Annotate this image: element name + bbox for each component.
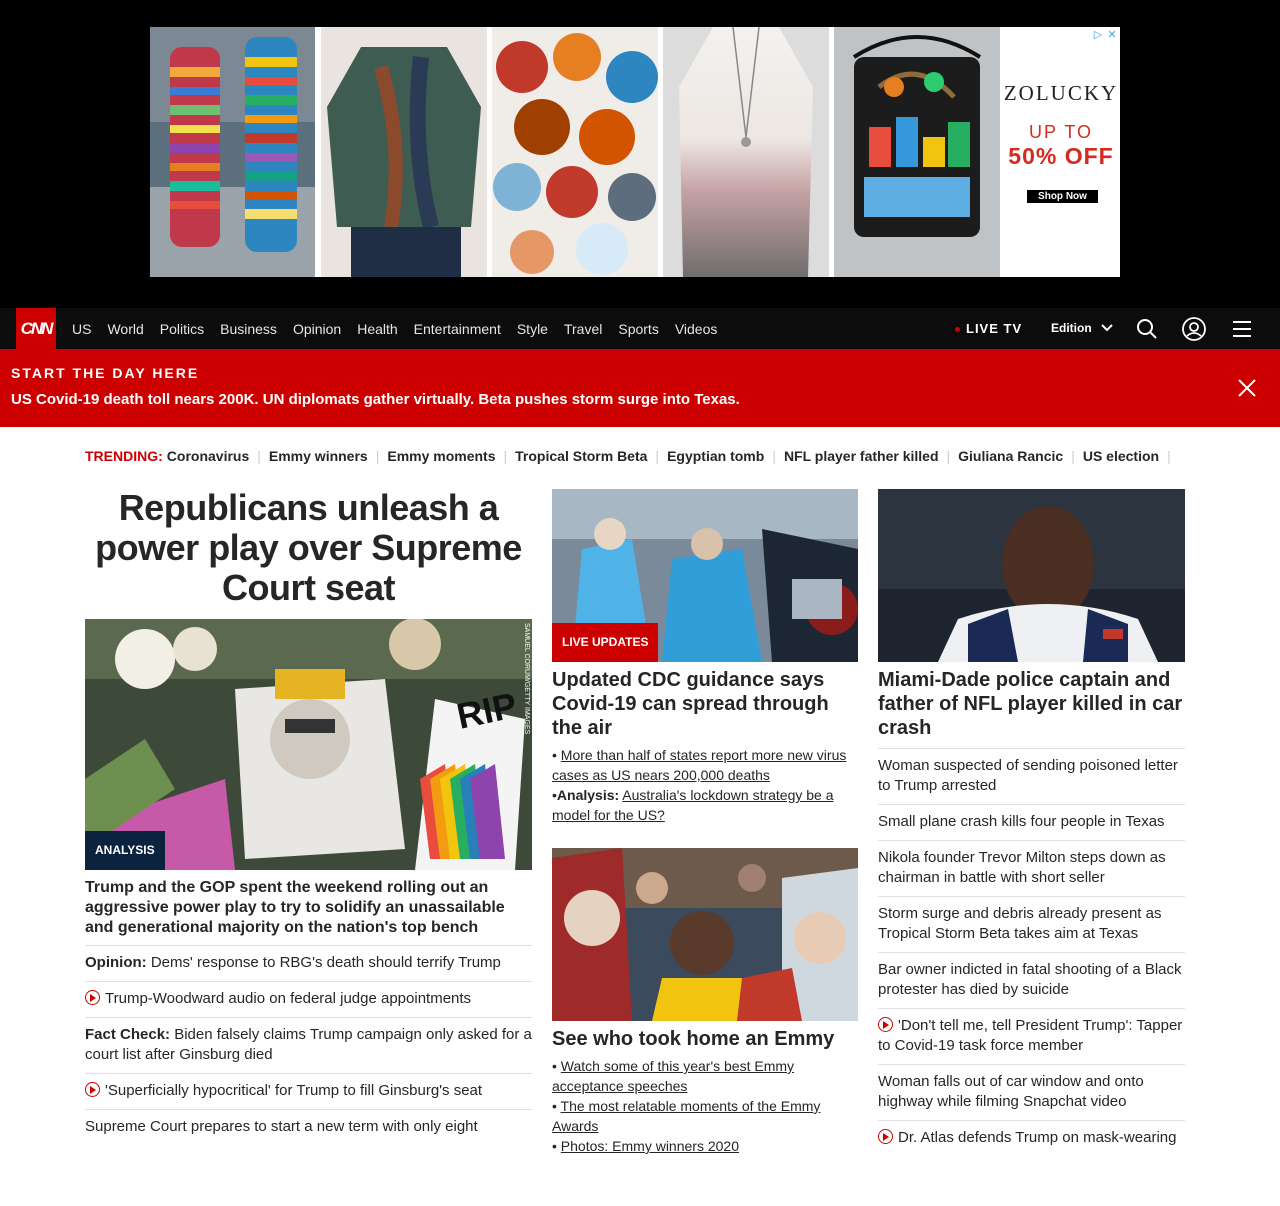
list-item[interactable] <box>878 896 1185 952</box>
banner-kicker: START THE DAY HERE <box>11 365 200 381</box>
nfl-headline[interactable]: Miami-Dade police captain and father of NFL player killed in car crash <box>878 669 1183 739</box>
trending-label: TRENDING: <box>85 448 163 464</box>
live-updates-badge: LIVE UPDATES <box>552 623 658 662</box>
trending-item[interactable]: Emmy moments <box>387 448 496 464</box>
menu-icon[interactable] <box>1230 317 1254 341</box>
image-credit: SAMUEL CORUM/GETTY IMAGES <box>523 623 530 735</box>
play-video-icon <box>878 1129 893 1144</box>
ad-close-icon[interactable]: ✕ <box>1107 29 1117 41</box>
list-item-text: Woman falls out of car window and onto highway while filming Snapchat video <box>878 1073 1144 1110</box>
list-item[interactable] <box>878 840 1185 896</box>
related-link[interactable]: The most relatable moments of the Emmy Awards <box>552 1098 821 1134</box>
list-item-text: 'Superficially hypocritical' for Trump to fill Ginsburg's seat <box>105 1082 483 1099</box>
divider: | <box>1167 448 1171 464</box>
bullet: • <box>552 747 557 763</box>
emmy-story-image[interactable] <box>552 848 858 1021</box>
list-item-text: Dems' response to RBG's death should terrify Trump <box>150 954 501 971</box>
list-item[interactable] <box>85 1109 532 1145</box>
ad-image-buttons[interactable] <box>492 27 658 277</box>
list-item-text: 'Don't tell me, tell President Trump': Tapper to Covid-19 task force member <box>878 1017 1183 1054</box>
nav-link-entertainment[interactable]: Entertainment <box>413 320 501 337</box>
lead-image[interactable] <box>85 619 532 870</box>
bullet: • <box>552 1058 557 1074</box>
bullet: • <box>552 787 557 803</box>
list-item[interactable] <box>878 1120 1185 1156</box>
top-stories-list <box>878 748 1185 1156</box>
ad-bar <box>0 0 1280 308</box>
chevron-down-icon <box>1101 324 1113 332</box>
opinion-label: Opinion: <box>85 954 147 971</box>
list-item[interactable] <box>878 1064 1185 1120</box>
play-video-icon <box>85 990 100 1005</box>
nav-link-politics[interactable]: Politics <box>159 320 205 337</box>
trending-bar <box>85 448 1179 464</box>
list-item[interactable] <box>878 748 1185 804</box>
list-item-text: Storm surge and debris already present as Tropical Storm Beta takes aim at Texas <box>878 905 1162 942</box>
related-link[interactable]: Australia's lockdown strategy be a model for the US? <box>552 787 834 823</box>
ad-image-bag[interactable] <box>834 27 1000 277</box>
top-nav <box>0 308 1280 349</box>
list-item[interactable] <box>878 952 1185 1008</box>
related-link-row <box>552 1136 858 1156</box>
list-item[interactable] <box>85 981 532 1017</box>
list-item[interactable] <box>85 1017 532 1073</box>
list-item[interactable] <box>85 1073 532 1109</box>
lead-summary-link[interactable]: Trump and the GOP spent the weekend rolling out an aggressive power play to try to solidify an unassailable and generational majority on the nation's top bench <box>85 879 505 936</box>
display-ad[interactable] <box>150 27 1120 277</box>
list-item[interactable] <box>878 1008 1185 1064</box>
related-link-row <box>552 745 858 785</box>
live-dot-icon <box>955 327 960 332</box>
ad-shop-now-button[interactable]: Shop Now <box>1027 190 1098 203</box>
trending-item[interactable]: Emmy winners <box>268 448 368 464</box>
search-icon[interactable] <box>1135 317 1159 341</box>
start-the-day-banner[interactable] <box>0 349 1280 427</box>
live-tv-button[interactable] <box>955 308 1022 349</box>
nav-link-videos[interactable]: Videos <box>674 320 718 337</box>
lead-headline[interactable]: Republicans unleash a power play over Supreme Court seat <box>95 487 522 608</box>
play-video-icon <box>878 1017 893 1032</box>
related-link-row <box>552 1096 858 1136</box>
ad-brand-name: ZOLUCKY <box>1003 81 1119 105</box>
analysis-label: Analysis: <box>556 787 620 803</box>
ad-info-icon[interactable]: ▷ <box>1093 29 1103 41</box>
related-link[interactable]: More than half of states report more new virus cases as US nears 200,000 deaths <box>552 747 847 783</box>
nav-link-health[interactable]: Health <box>357 320 398 337</box>
list-item-text: Small plane crash kills four people in Texas <box>878 813 1165 830</box>
ad-brand-panel[interactable] <box>1002 27 1120 277</box>
divider: | <box>503 448 508 464</box>
divider: | <box>257 448 261 464</box>
svg-text:RIP: RIP <box>453 684 521 737</box>
nav-link-opinion[interactable]: Opinion <box>292 320 342 337</box>
banner-headline[interactable]: US Covid-19 death toll nears 200K. UN diplomats gather virtually. Beta pushes storm surge into Texas. <box>11 391 740 408</box>
divider: | <box>946 448 951 464</box>
close-icon[interactable] <box>1237 378 1257 398</box>
emmy-related-links <box>552 1056 858 1156</box>
ad-image-socks[interactable] <box>150 27 315 277</box>
trending-item[interactable]: Coronavirus <box>166 448 250 464</box>
trending-item[interactable]: Giuliana Rancic <box>958 448 1064 464</box>
trending-item[interactable]: US election <box>1082 448 1160 464</box>
related-link[interactable]: Watch some of this year's best Emmy acceptance speeches <box>552 1058 795 1094</box>
analysis-badge: ANALYSIS <box>85 831 165 870</box>
trending-item[interactable]: Tropical Storm Beta <box>515 448 648 464</box>
list-item-text: Dr. Atlas defends Trump on mask-wearing <box>898 1129 1177 1146</box>
ad-image-dress[interactable] <box>663 27 829 277</box>
divider: | <box>1071 448 1075 464</box>
list-item-text: Biden falsely claims Trump campaign only asked for a court list after Ginsburg died <box>85 1026 532 1063</box>
divider: | <box>655 448 660 464</box>
nav-link-us[interactable]: US <box>72 320 92 337</box>
related-link-row <box>552 1056 858 1096</box>
fact-check-label: Fact Check: <box>85 1026 171 1043</box>
nav-link-world[interactable]: World <box>107 320 144 337</box>
ad-promo-line1: UP TO <box>1028 122 1094 142</box>
nav-link-sports[interactable]: Sports <box>618 320 659 337</box>
list-item-text: Nikola founder Trevor Milton steps down as chairman in battle with short seller <box>878 849 1166 886</box>
cdc-headline[interactable]: Updated CDC guidance says Covid-19 can spread through the air <box>552 669 829 739</box>
divider: | <box>375 448 380 464</box>
lead-story-list <box>85 945 532 1145</box>
trending-item[interactable]: Egyptian tomb <box>667 448 765 464</box>
emmy-headline[interactable]: See who took home an Emmy <box>552 1028 835 1050</box>
cnn-logo[interactable]: CNN <box>16 308 56 349</box>
bullet: • <box>552 1138 557 1154</box>
nfl-story-image[interactable] <box>878 489 1185 662</box>
ad-choices[interactable] <box>1092 29 1118 41</box>
account-icon[interactable] <box>1182 317 1206 341</box>
nav-link-travel[interactable]: Travel <box>563 320 603 337</box>
nav-links <box>64 308 725 349</box>
list-item[interactable] <box>85 945 532 981</box>
divider: | <box>772 448 776 464</box>
nav-link-style[interactable]: Style <box>516 320 548 337</box>
edition-dropdown[interactable] <box>1051 308 1113 349</box>
bullet: • <box>552 1098 557 1114</box>
play-video-icon <box>85 1082 100 1097</box>
ad-image-tunic[interactable] <box>321 27 487 277</box>
list-item-text: Woman suspected of sending poisoned letter to Trump arrested <box>878 757 1178 794</box>
edition-label: Edition <box>1051 321 1092 335</box>
list-item-text: Supreme Court prepares to start a new term with only eight <box>85 1118 478 1135</box>
ad-promo-line2: 50% OFF <box>1008 143 1114 169</box>
cdc-story-image[interactable] <box>552 489 858 662</box>
related-link-row <box>552 785 858 825</box>
cdc-related-links <box>552 745 858 825</box>
trending-item[interactable]: NFL player father killed <box>783 448 939 464</box>
live-tv-label: LIVE TV <box>966 321 1023 336</box>
nav-link-business[interactable]: Business <box>220 320 277 337</box>
related-link[interactable]: Photos: Emmy winners 2020 <box>560 1138 739 1154</box>
list-item-text: Trump-Woodward audio on federal judge appointments <box>105 990 472 1007</box>
list-item[interactable] <box>878 804 1185 840</box>
list-item-text: Bar owner indicted in fatal shooting of a Black protester has died by suicide <box>878 961 1182 998</box>
